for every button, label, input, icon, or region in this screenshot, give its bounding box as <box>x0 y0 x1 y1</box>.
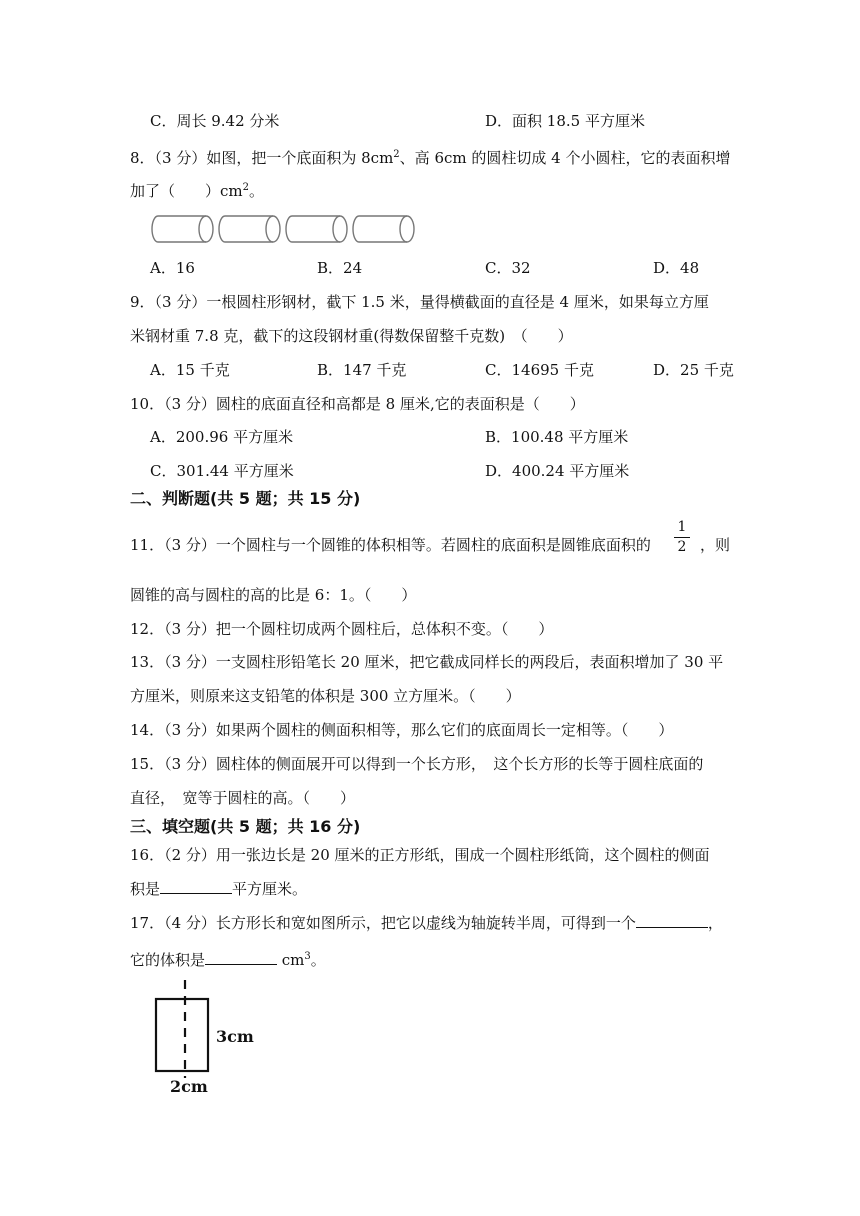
q8-text-c: 加了（ ）cm <box>130 182 243 200</box>
cylinder-4 <box>353 216 414 242</box>
q17-sup: 3 <box>304 951 311 962</box>
q8-cylinders-figure <box>150 212 420 248</box>
q8-text-b: 、高 6cm 的圆柱切成 4 个小圆柱，它的表面积增 <box>399 149 731 167</box>
q8-option-c: C．32 <box>485 259 531 277</box>
q11-fraction <box>674 520 690 555</box>
cylinder-2 <box>219 216 280 242</box>
height-label: 3cm <box>216 1027 254 1046</box>
q15-question-line1: 15．（3 分）圆柱体的侧面展开可以得到一个长方形， 这个长方形的长等于圆柱底面的 <box>130 755 704 773</box>
q8-question-line1 <box>130 145 730 168</box>
q17-rectangle-figure <box>140 978 270 1098</box>
q17-text-c: 它的体积是 <box>130 951 206 969</box>
q8-option-a: A．16 <box>150 259 195 277</box>
q7-option-d: D．面积 18.5 平方厘米 <box>485 112 645 130</box>
q9-option-d: D．25 千克 <box>653 361 734 379</box>
q16-question-line1: 16．（2 分）用一张边长是 20 厘米的正方形纸，围成一个圆柱形纸筒，这个圆柱的侧面 <box>130 846 710 864</box>
section-heading-fill-in: 三、填空题(共 5 题；共 16 分) <box>130 817 361 836</box>
q11-fraction-bar <box>674 537 690 538</box>
q10-option-a: A．200.96 平方厘米 <box>150 428 294 446</box>
q17-text-a: 17．（4 分）长方形长和宽如图所示，把它以虚线为轴旋转半周，可得到一个 <box>130 914 636 932</box>
q17-text-d: cm <box>277 951 305 969</box>
q10-option-c: C．301.44 平方厘米 <box>150 462 294 480</box>
q8-text-d: 。 <box>249 182 265 200</box>
q9-option-c: C．14695 千克 <box>485 361 594 379</box>
q9-option-b: B．147 千克 <box>317 361 407 379</box>
q13-question-line2: 方厘米，则原来这支铅笔的体积是 300 立方厘米。（ ） <box>130 687 521 705</box>
q17-answer-blank-2[interactable] <box>205 950 277 965</box>
q16-text-b: 平方厘米。 <box>232 880 308 898</box>
q12-question: 12．（3 分）把一个圆柱切成两个圆柱后，总体积不变。（ ） <box>130 620 554 638</box>
q14-question: 14．（3 分）如果两个圆柱的侧面积相等，那么它们的底面周长一定相等。（ ） <box>130 721 674 739</box>
q15-question-line2: 直径， 宽等于圆柱的高。（ ） <box>130 789 356 807</box>
q8-question-line2 <box>130 178 264 201</box>
cylinder-3 <box>286 216 347 242</box>
q11-question-line2: 圆锥的高与圆柱的高的比是 6：1。（ ） <box>130 586 417 604</box>
section-heading-judgement: 二、判断题(共 5 题；共 15 分) <box>130 489 361 508</box>
q17-question-line1 <box>130 913 723 933</box>
q7-option-c: C．周长 9.42 分米 <box>150 112 280 130</box>
q11-line1-end: ，则 <box>700 536 731 554</box>
q8-sup-a: 2 <box>393 149 400 160</box>
q8-sup-b: 2 <box>242 182 250 193</box>
q17-question-line2 <box>130 947 326 970</box>
q17-text-e: 。 <box>310 951 326 969</box>
q11-fraction-numerator: 1 <box>677 519 687 535</box>
q16-text-a: 积是 <box>130 880 161 898</box>
q16-question-line2 <box>130 879 307 899</box>
q11-question-line1: 11．（3 分）一个圆柱与一个圆锥的体积相等。若圆柱的底面积是圆锥底面积的 <box>130 536 651 554</box>
q10-option-b: B．100.48 平方厘米 <box>485 428 629 446</box>
q9-option-a: A．15 千克 <box>150 361 230 379</box>
width-label: 2cm <box>170 1077 208 1096</box>
q13-question-line1: 13．（3 分）一支圆柱形铅笔长 20 厘米，把它截成同样长的两段后，表面积增加了 30 平 <box>130 653 724 671</box>
cylinder-1 <box>152 216 213 242</box>
q10-question-line1: 10．（3 分）圆柱的底面直径和高都是 8 厘米,它的表面积是（ ） <box>130 395 585 413</box>
q9-question-line1: 9．（3 分）一根圆柱形钢材，截下 1.5 米，量得横截面的直径是 4 厘米，如果每立方厘 <box>130 293 709 311</box>
q8-option-b: B．24 <box>317 259 363 277</box>
q16-answer-blank[interactable] <box>160 879 232 894</box>
q17-text-b: ， <box>707 914 723 932</box>
q17-answer-blank-1[interactable] <box>636 913 708 928</box>
q8-text-a: 8．（3 分）如图，把一个底面积为 8cm <box>130 149 394 167</box>
q10-option-d: D．400.24 平方厘米 <box>485 462 630 480</box>
q8-option-d: D．48 <box>653 259 700 277</box>
rectangle <box>156 999 208 1071</box>
q9-question-line2: 米钢材重 7.8 克，截下的这段钢材重(得数保留整千克数) （ ） <box>130 327 573 345</box>
q11-fraction-denominator: 2 <box>677 539 687 555</box>
